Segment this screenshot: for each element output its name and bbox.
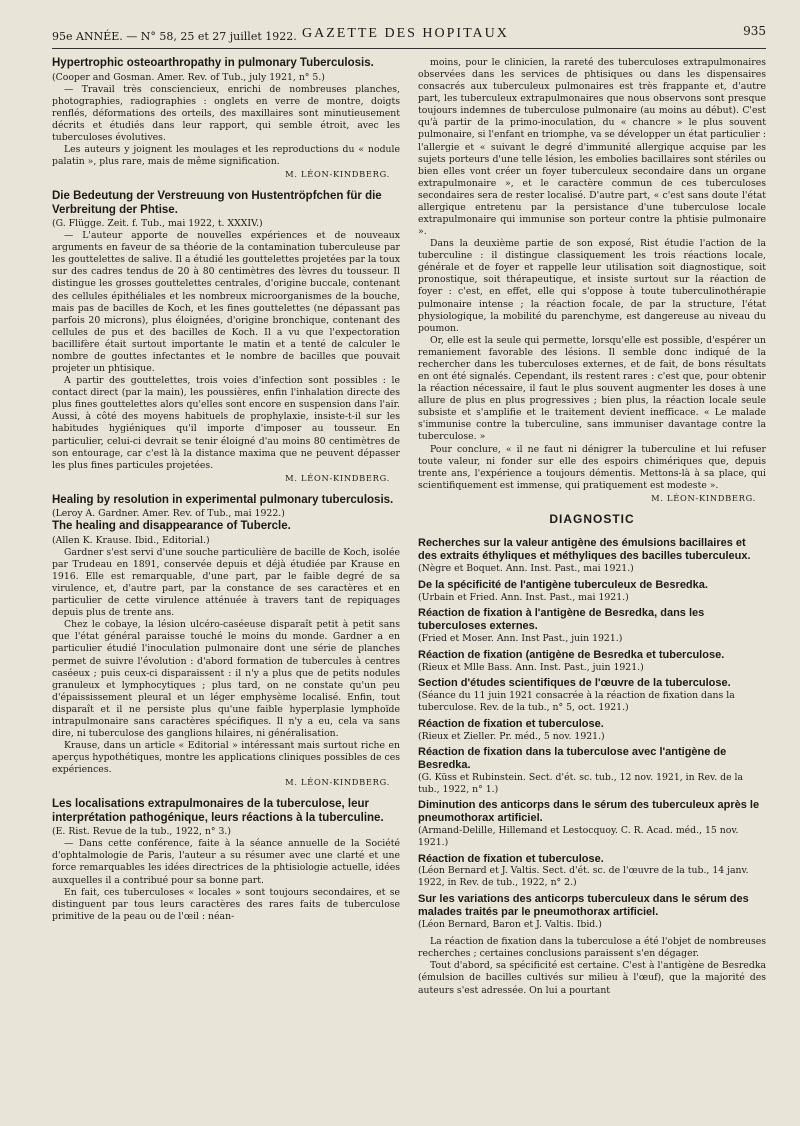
bibliography-source: (Rieux et Mlle Bass. Ann. Inst. Past., juin 1921.): [418, 661, 644, 673]
article-reference: (Leroy A. Gardner. Amer. Rev. of Tub., mai 1922.): [52, 508, 285, 520]
article-subreference: (Allen K. Krause. Ibid., Editorial.): [52, 534, 210, 546]
bibliography-title: De la spécificité de l'antigène tuberculeux de Besredka.: [418, 578, 708, 591]
page-header: [52, 16, 766, 49]
bibliography-entry: [418, 799, 766, 848]
article-subtitle: The healing and disappearance of Tubercle.: [52, 520, 291, 533]
article-paragraph: Chez le cobaye, la lésion ulcéro-caséeuse disparaît petit à petit sans que l'état général paraisse touché le moins du monde. Gardner a en particulier étudié l'inoculation pulmonaire dont une série de planches permet de suivre l'évolution : d'abord formation de tubercules à centres caséeux ; puis ceux-ci disparaissent : il n'y a plus que de petits nodules granuleux et lymphocytiques ; plus tard, on ne constate qu'un peu d'épaississement pleural et un léger emphysème localisé. Enfin, tout disparaît et il ne persiste plus qu'une faible hyperplasie lymphoïde intrapulmonaire sans caractères spécifiques. Il n'y a eu, cela va sans dire, ni tuberculose des ganglions hilaires, ni généralisation.: [52, 619, 400, 739]
bibliography-entry: [418, 649, 766, 674]
bibliography-entry: [418, 718, 766, 743]
article: [52, 798, 400, 923]
bibliography-title: Réaction de fixation et tuberculose.: [418, 717, 604, 730]
bibliography-entry: [418, 746, 766, 795]
article-signature: M. LÉON-KINDBERG.: [285, 169, 390, 180]
issue-info: 95e ANNÉE. — N° 58, 25 et 27 juillet 1922.: [52, 30, 297, 43]
bibliography-title: Diminution des anticorps dans le sérum des tuberculeux après le pneumothorax artificiel.: [418, 799, 760, 825]
bibliography-title: Réaction de fixation (antigène de Besredka et tuberculose.: [418, 648, 725, 661]
article-paragraph: Krause, dans un article « Editorial » intéressant mais surtout riche en aperçus hypothétiques, montre les applications cliniques possibles de ces expériences.: [52, 740, 400, 776]
article-reference: (G. Flügge. Zeit. f. Tub., mai 1922, t. XXXIV.): [52, 218, 263, 230]
bibliography-source: (Nègre et Boquet. Ann. Inst. Past., mai 1921.): [418, 563, 634, 575]
bibliography-entry: [418, 853, 766, 889]
bibliography-title: Réaction de fixation à l'antigène de Besredka, dans les tuberculoses externes.: [418, 607, 705, 633]
bibliography-source: (Séance du 11 juin 1921 consacrée à la réaction de fixation dans la tuberculose. Rev. de la tub., n° 5, oct. 1921.): [418, 690, 735, 714]
article-paragraph: Dans la deuxième partie de son exposé, Rist étudie l'action de la tuberculine : il distingue classiquement les trois réactions locale, générale et de foyer et rappelle leur utilisation soit diagnostique, soit pronostique, soit thérapeutique, et insiste surtout sur la réaction de foyer : c'est, en effet, elle qui s'oppose à toute tuberculinothérapie pulmonaire intense ; la réaction focale, de par la structure, l'état physiologique, la mobilité du parenchyme, est dangereuse au niveau du poumon.: [418, 238, 766, 334]
journal-title: GAZETTE DES HOPITAUX: [302, 26, 509, 41]
article-paragraph: A partir des gouttelettes, trois voies d'infection sont possibles : le contact direct (par la main), les poussières, enfin l'inhalation directe des plus fines gouttelettes alors qu'elles sont encore en suspension dans l'air. Aussi, à côté des moyens habituels de prophylaxie, insiste-t-il sur les habitudes hygiéniques qu'il importe d'imposer au tousseur. En particulier, celui-ci devrait se tenir éloigné d'au moins 80 centimètres de son entourage, car c'est là la distance maxima que ne peuvent dépasser les plus fines particules projetées.: [52, 375, 400, 471]
article-title: Die Bedeutung der Verstreuung von Hustentröpfchen für die Verbreitung der Phtise.: [52, 189, 382, 216]
bibliography-source: (Armand-Delille, Hillemand et Lestocquoy. C. R. Acad. méd., 15 nov. 1921.): [418, 825, 739, 848]
bibliography-source: (Léon Bernard et J. Valtis. Sect. d'ét. sc. de l'œuvre de la tub., 14 janv. 1922, in Rev. de tub., 1922, n° 2.): [418, 865, 749, 889]
article-title: Healing by resolution in experimental pulmonary tuberculosis.: [52, 493, 394, 506]
article-paragraph: La réaction de fixation dans la tuberculose a été l'objet de nombreuses recherches ; certaines conclusions paraissent s'en dégager.: [418, 936, 766, 960]
article-paragraph: — Dans cette conférence, faite à la séance annuelle de la Société d'ophtalmologie de Paris, l'auteur a su résumer avec une clarté et une force remarquables les idées directrices de la phtisiologie actuelle, idées auxquelles il a contribué pour sa bonne part.: [52, 838, 400, 886]
article-title: Hypertrophic osteoarthropathy in pulmonary Tuberculosis.: [52, 57, 374, 69]
bibliography-source: (Rieux et Zieller. Pr. méd., 5 nov. 1921.): [418, 730, 605, 742]
article-signature: M. LÉON-KINDBERG.: [285, 472, 390, 483]
bibliography-title: Section d'études scientifiques de l'œuvre de la tuberculose.: [418, 677, 731, 690]
article-paragraph: Gardner s'est servi d'une souche particulière de bacille de Koch, isolée par Trudeau en 1891, conservée depuis et déjà étudiée par Krause en 1916. Elle est remarquable, d'une part, par le faible degré de sa virulence, et, d'autre part, par la constance de ses caractères et en particulier de cette virulence atténuée à travers tant de repiquages depuis plus de trente ans.: [52, 546, 400, 619]
article-paragraph: En fait, ces tuberculoses « locales » sont toujours secondaires, et se distinguent par tous leurs caractères des rares faits de tuberculose primitive de la peau ou de l'œil : néan-: [52, 886, 400, 922]
bibliography-entry: [418, 677, 766, 713]
section-heading: DIAGNOSTIC: [549, 511, 635, 526]
article-reference: (E. Rist. Revue de la tub., 1922, n° 3.): [52, 826, 231, 838]
bibliography-title: Recherches sur la valeur antigène des émulsions bacillaires et des extraits éthyliques et méthyliques des bacilles tuberculeux.: [418, 537, 751, 563]
article-signature: M. LÉON-KINDBERG.: [285, 777, 390, 788]
bibliography-source: (Urbain et Fried. Ann. Inst. Past., mai 1921.): [418, 591, 629, 603]
bibliography-source: (Fried et Moser. Ann. Inst Past., juin 1921.): [418, 633, 623, 645]
article-signature: M. LÉON-KINDBERG.: [651, 492, 756, 503]
bibliography-source: (Léon Bernard, Baron et J. Valtis. Ibid.): [418, 918, 602, 930]
article: [52, 57, 400, 180]
article-paragraph: Pour conclure, « il ne faut ni dénigrer la tuberculine et lui refuser toute valeur, ni fonder sur elle des espoirs chimériques que, depuis trente ans, l'expérience a toujours démentis. Mettons-là à sa place, qui scientifiquement est immense, qui pratiquement est modeste ».: [418, 443, 766, 491]
right-column: [418, 57, 766, 997]
article-paragraph: Or, elle est la seule qui permette, lorsqu'elle est possible, d'espérer un remaniement favorable des lésions. Il semble donc indiqué de la rechercher dans les tuberculoses externes, et de fait, de bons résultats en ont été signalés. Cependant, ils restent rares : c'est que, pour obtenir la réaction nécessaire, il faut le plus souvent augmenter les doses à une allure de plus en plus progressives ; bien plus, la réaction locale seule subsiste et s'amplifie et le traitement devient inefficace. « Le malade s'immunise contre la tuberculine, sans immuniser davantage contre la tuberculose. »: [418, 334, 766, 443]
bibliography-entry: [418, 579, 766, 604]
bibliography-title: Sur les variations des anticorps tuberculeux dans le sérum des malades traités par le pneumothorax artificiel.: [418, 892, 749, 918]
page-number: 935: [743, 24, 766, 38]
bibliography-entry: [418, 537, 766, 575]
article-paragraph: — Travail très consciencieux, enrichi de nombreuses planches, photographies, radiographies : onglets en verre de montre, doigts renflés, déformations des orteils, des maxillaires sont minutieusement décrits et étudiés dans leur rapport, qui semble étroit, avec les tuberculoses évolutives.: [52, 83, 400, 143]
article: [52, 190, 400, 484]
left-column: [52, 57, 400, 997]
article-paragraph: Tout d'abord, sa spécificité est certaine. C'est à l'antigène de Besredka (émulsion de bacilles cultivés sur milieu à l'œuf), que la majorité des auteurs s'est adressée. On lui a pourtant: [418, 960, 766, 996]
bibliography-entry: [418, 893, 766, 931]
bibliography-source: (G. Küss et Rubinstein. Sect. d'ét. sc. tub., 12 nov. 1921, in Rev. de la tub., 1922, n° 1.): [418, 772, 744, 795]
bibliography-title: Réaction de fixation dans la tuberculose avec l'antigène de Besredka.: [418, 746, 727, 772]
article-reference: (Cooper and Gosman. Amer. Rev. of Tub., july 1921, n° 5.): [52, 71, 325, 83]
article: [52, 494, 400, 789]
article-paragraph: Les auteurs y joignent les moulages et les reproductions du « nodule palatin », plus rare, mais de même signification.: [52, 144, 400, 168]
article-paragraph: moins, pour le clinicien, la rareté des tuberculoses extrapulmonaires observées dans les services de phtisiques ou dans les dispensaires consacrés aux tuberculeux pulmonaires est très frappante et, d'autre part, les tuberculeux extrapulmonaires que nous observons sont presque toujours indemnes de tuberculose pulmonaire (au moins au début). C'est qu'à partir de la primo-inoculation, du « chancre » le plus souvent pulmonaire, si l'enfant en triomphe, va se développer un état particulier : l'allergie et « suivant le degré d'immunité allergique acquise par les sujets porteurs d'une telle lésion, les embolies bacillaires sont stériles ou bien elles vont créer un foyer tuberculeux secondaire dans un organe extrapulmonaire », et le caractère commun de ces tuberculoses secondaires sera de rester localisé. D'autre part, « c'est sans doute l'état allergique entretenu par la persistance d'une tuberculose locale extrapulmonaire qui immunise son porteur contre la phtisie pulmonaire ».: [418, 57, 766, 238]
article-paragraph: — L'auteur apporte de nouvelles expériences et de nouveaux arguments en faveur de sa théorie de la contamination tuberculeuse par les gouttelettes de salive. Il a étudié les gouttelettes projetées par la toux sur des cadres tendus de 20 à 80 centimètres des lèvres du tousseur. Il distingue les grosses gouttelettes centrales, d'origine buccale, contenant des cellules épithéliales et les nombreux microorganismes de la bouche, mais pas de bacilles de Koch, et les fines gouttelettes (ne dépassant pas parfois 20 microns), plus éloignées, d'origine bronchique, contenant des cellules de pus et des bacilles de Koch. Il a vu que l'expectoration bacillifère était surtout importante le matin et a tenté de calculer le nombre de gouttes infectantes et le nombre de bacilles que pouvait projeter un phtisique.: [52, 230, 400, 375]
article-title: Les localisations extrapulmonaires de la tuberculose, leur interprétation pathogénique, leurs réactions à la tuberculine.: [52, 798, 384, 824]
bibliography-title: Réaction de fixation et tuberculose.: [418, 852, 604, 865]
bibliography-entry: [418, 607, 766, 645]
